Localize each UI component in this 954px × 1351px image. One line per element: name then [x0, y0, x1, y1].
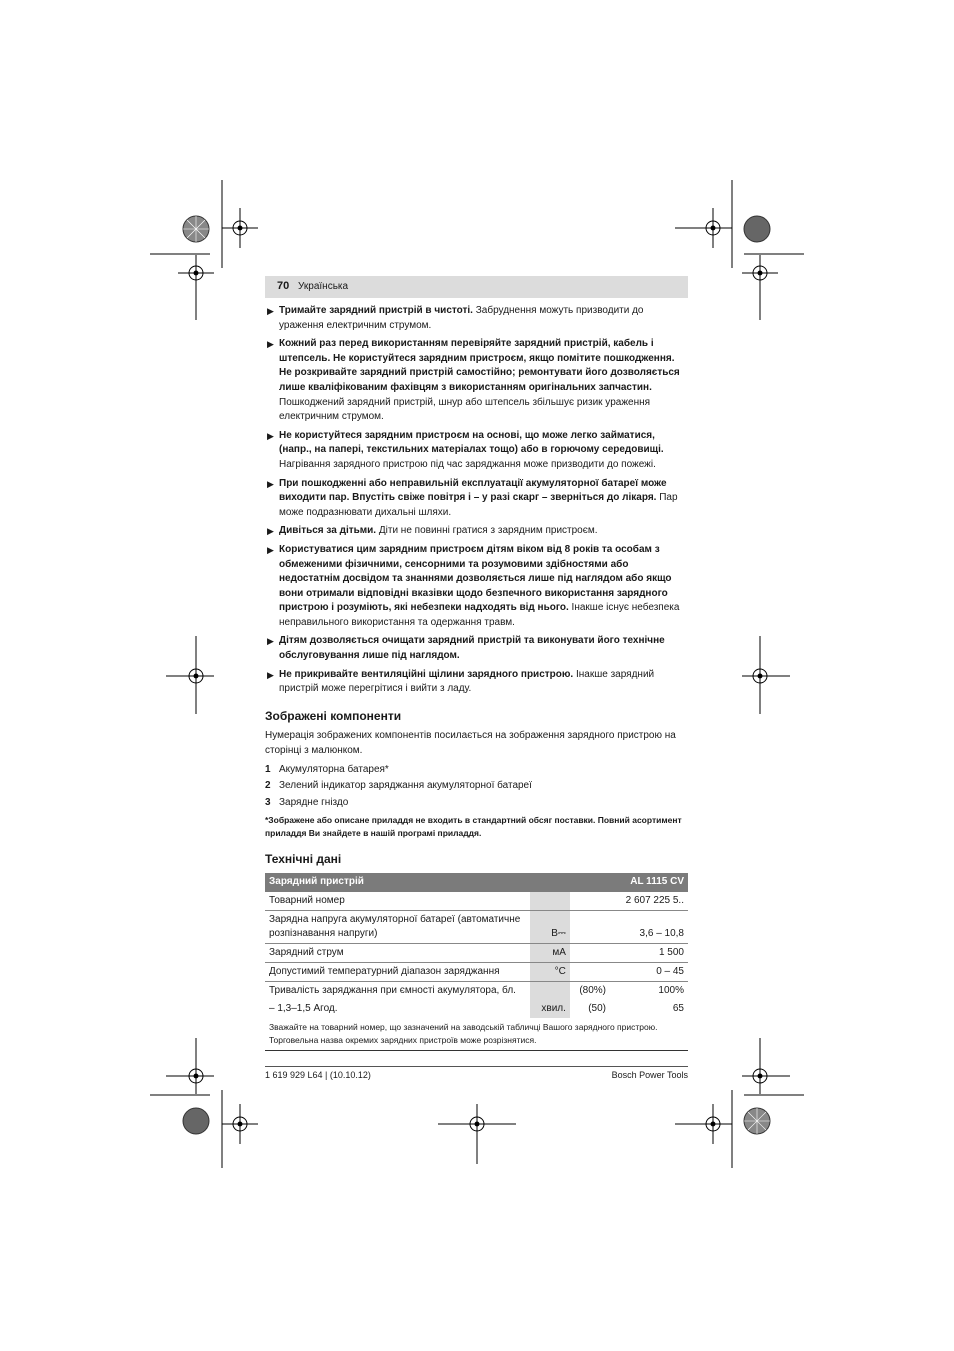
row-label: Зарядний струм: [265, 943, 530, 962]
table-row: [265, 910, 688, 943]
page-footer: [265, 1066, 688, 1080]
table-row: [265, 981, 688, 1000]
page-header: [265, 276, 688, 298]
bullet-text: Пошкоджений зарядний пристрій, шнур або штепсель збільшує ризик ураження електричним струмом.: [279, 396, 651, 423]
arrow-icon: ▶: [267, 544, 274, 555]
row-unit: [530, 981, 570, 1000]
row-value-col1: (80%): [579, 984, 606, 996]
bullet-bold: При пошкодженні або неправильній експлуатації акумуляторної батареї може виходити пар. Впустіть свіже повітря і – у разі скарг – зверніться до лікаря.: [279, 477, 667, 504]
footer-doc-id: 1 619 929 L64 | (10.10.12): [265, 1070, 371, 1080]
table-note: Зважайте на товарний номер, що зазначений на заводській табличці Вашого зарядного пристрою. Торговельна назва окремих зарядних пристроїв може розрізнятися.: [265, 1018, 688, 1051]
components-intro: Нумерація зображених компонентів посилається на зображення зарядного пристрою на сторінці з малюнком.: [265, 730, 676, 757]
arrow-icon: ▶: [267, 526, 274, 537]
components-heading: Зображені компоненти: [265, 708, 402, 723]
safety-bullet: [265, 668, 688, 697]
table-row: [265, 1000, 688, 1018]
safety-bullet: [265, 477, 688, 521]
arrow-icon: ▶: [267, 669, 274, 680]
bullet-text: Пар може подразнювати дихальні шляхи.: [279, 492, 678, 518]
table-row: [265, 943, 688, 962]
row-value: 0 – 45: [570, 962, 688, 981]
row-unit: мА: [530, 943, 570, 962]
row-label: – 1,3–1,5 Агод.: [269, 1002, 338, 1014]
safety-bullet: [265, 304, 688, 333]
accessories-footnote: *Зображене або описане приладдя не входить в стандартний обсяг поставки. Повний асортимент приладдя Ви знайдете в нашій програмі приладдя.: [265, 815, 682, 839]
item-number: 2: [265, 780, 271, 792]
item-number: 1: [265, 763, 271, 775]
item-number: 3: [265, 796, 271, 808]
row-value-col2: 65: [672, 1002, 684, 1014]
row-unit: В⎓: [530, 910, 570, 943]
bullet-bold: Тримайте зарядний пристрій в чистоті.: [279, 305, 473, 316]
bullet-bold: Не прикривайте вентиляційні щілини зарядного пристрою.: [279, 668, 574, 680]
arrow-icon: ▶: [267, 339, 274, 350]
bullet-bold: Кожний раз перед використанням перевіряйте зарядний пристрій, кабель і штепсель. Не користуйтеся зарядним пристроєм, якщо помітите пошкодження. Не розкривайте зарядний пристрій самостійно; ремонтувати його дозволяється лише кваліфікованим фахівцям з використанням оригінальних запчастин.: [279, 338, 680, 393]
row-label: Тривалість заряджання при ємності акумулятора, бл.: [269, 984, 516, 996]
row-label: Товарний номер: [265, 892, 530, 911]
table-row: [265, 962, 688, 981]
row-unit: °C: [530, 962, 570, 981]
arrow-icon: ▶: [267, 478, 274, 489]
row-label: Зарядна напруга акумуляторної батареї (автоматичне розпізнавання напруги): [265, 910, 530, 943]
bullet-bold: Не користуйтеся зарядним пристроєм на основі, що може легко займатися, (напр., на папері, текстильних матеріалах тощо) або в горючому середовищі.: [279, 429, 664, 456]
arrow-icon: ▶: [267, 636, 274, 647]
row-unit: хвил.: [530, 1000, 570, 1018]
bullet-text: Забруднення можуть призводити до ураження електричним струмом.: [279, 305, 644, 331]
table-header-left: Зарядний пристрій: [265, 873, 610, 892]
list-item: [265, 796, 688, 811]
page-number: 70: [277, 280, 290, 292]
crosshair-tr: [675, 208, 732, 248]
list-item: [265, 763, 688, 778]
safety-bullet: [265, 634, 688, 663]
table-note-row: [265, 1018, 688, 1051]
row-value: 3,6 – 10,8: [570, 910, 688, 943]
safety-bullet: [265, 337, 688, 425]
item-label: Зелений індикатор заряджання акумуляторної батареї: [279, 780, 532, 792]
safety-bullet: [265, 524, 688, 539]
footer-brand: Bosch Power Tools: [611, 1070, 688, 1080]
arrow-icon: ▶: [267, 430, 274, 441]
bullet-text: Діти не повинні гратися з зарядним пристроєм.: [376, 525, 598, 537]
table-row: [265, 892, 688, 911]
list-item: [265, 779, 688, 794]
bullet-bold: Користуватися цим зарядним пристроєм дітям віком від 8 років та особам з обмеженими фізичними, сенсорними та розумовими здібностями або недостатнім досвідом та знаннями дозволяється лише під наглядом або якщо вони отримали відповідні вказівки щодо безпечного використання зарядного пристрою і розуміють, які небезпеки надходять від нього.: [279, 543, 672, 614]
item-label: Зарядне гніздо: [279, 796, 349, 808]
bullet-text: Нагрівання зарядного пристрою під час заряджання може призводити до пожежі.: [279, 458, 656, 470]
arrow-icon: ▶: [267, 306, 274, 316]
tech-heading: Технічні дані: [265, 852, 342, 867]
tech-data-table: [265, 873, 688, 1051]
safety-bullet: [265, 429, 688, 473]
item-label: Акумуляторна батарея*: [279, 763, 389, 775]
bullet-text: Інакше зарядний пристрій може перегрітися і вийти з ладу.: [279, 668, 655, 695]
row-value: 1 500: [570, 943, 688, 962]
bullet-bold: Дітям дозволяється очищати зарядний пристрій та виконувати його технічне обслуговування лише під наглядом.: [279, 635, 665, 662]
main-content: [265, 304, 688, 1051]
row-unit: [530, 892, 570, 911]
row-value-col1: (50): [588, 1002, 606, 1014]
language-label: Українська: [298, 281, 349, 292]
table-header-right: AL 1115 CV: [610, 873, 688, 892]
table-header-row: [265, 873, 688, 892]
row-value: 2 607 225 5..: [570, 892, 688, 911]
bullet-text: Інакше існує небезпека неправильного використання та одержання травм.: [279, 602, 680, 628]
row-label: Допустимий температурний діапазон заряджання: [265, 962, 530, 981]
bullet-bold: Дивіться за дітьми.: [279, 525, 377, 537]
safety-bullet: [265, 543, 688, 631]
row-value-col2: 100%: [658, 984, 684, 996]
